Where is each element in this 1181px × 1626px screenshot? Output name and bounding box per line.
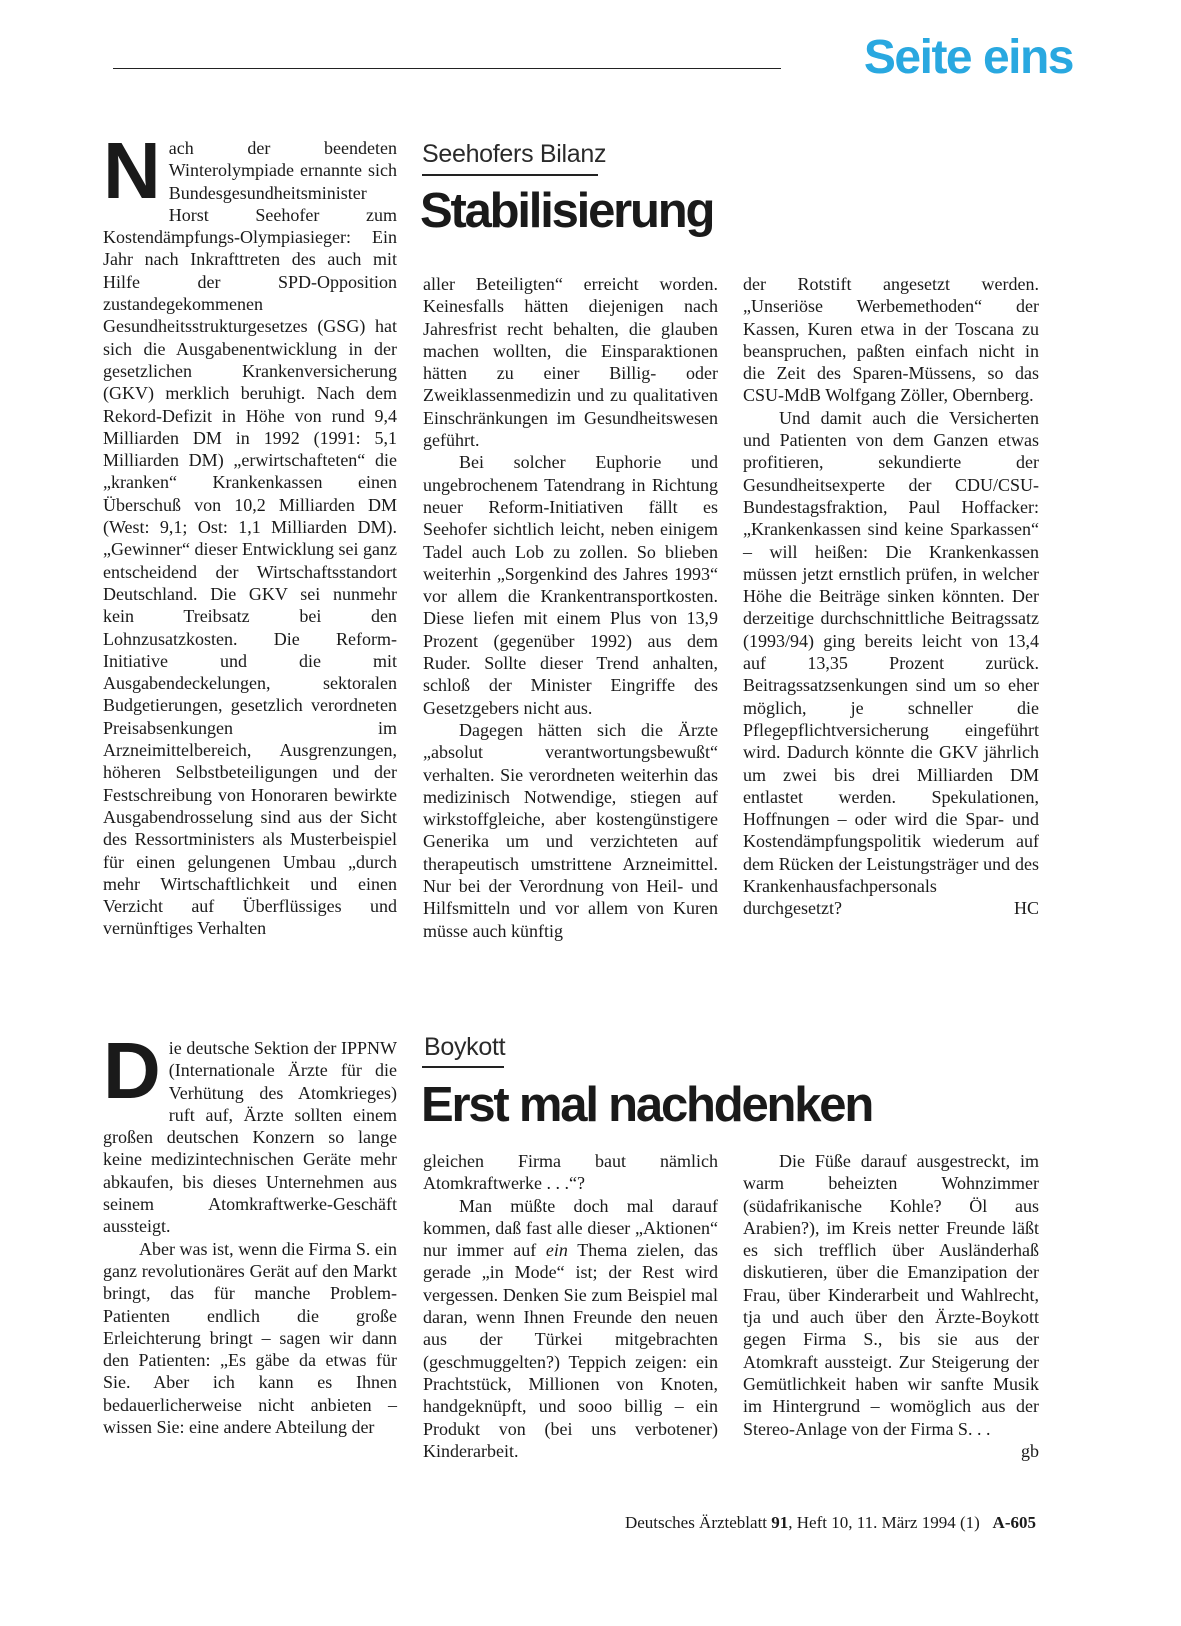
article1-col2-paragraph-3: Dagegen hätten sich die Ärzte „absolut verantwortungsbewußt“ verhalten. Sie verordneten weiterhin das medizinisch Notwendige, stiegen auf wirkstoffgleiche, aber kostengünstigere Generika um und verzichteten auf therapeutisch umstrittene Arzneimittel. Nur bei der Verordnung von Heil- und Hilfsmitteln und vor allem von Kuren müsse auch künftig [423,719,718,941]
article2-kicker: Boykott [424,1033,506,1061]
footer-page-number: A-605 [992,1513,1036,1532]
article1-headline: Stabilisierung [420,184,714,238]
article1-col3-paragraph-1: der Rotstift angesetzt werden. „Unseriöse Werbemethoden“ der Kassen, Kuren etwa in der Toscana zu beanspruchen, paßten einfach nicht in die Zeit des Sparen-Müssens, so das CSU-MdB Wolfgang Zöller, Obernberg. [743,274,1039,406]
article2-col2-text-b: Thema zielen, das gerade „in Mode“ ist; der Rest wird vergessen. Denken Sie zum Beispiel mal daran, wenn Ihnen Freunde den neuen aus der Türkei mitgebrachten (geschmuggelten?) Teppich zeigen: ein Prachtstück, Millionen von Knoten, handgeknüpft, und sooo billig – ein Produkt von (bei uns verbotener) Kinderarbeit. [423,1240,718,1461]
article2-col1-paragraph-1: ie deutsche Sektion der IPPNW (Internationale Ärzte für die Verhütung des Atomkrieges) ruft auf, Ärzte sollten einem großen deutschen Konzern so lange keine medizintechnischen Geräte mehr abkaufen, bis dieses Unternehmen aus seinem Atomkraftwerke-Geschäft aussteigt. [103,1038,397,1237]
article2-col2-paragraph-2 [423,1195,718,1463]
article1-col3-paragraph-2-text: Und damit auch die Versicherten und Patienten von dem Ganzen etwas profitieren, sekundierte der Gesundheitsexperte der CDU/CSU-Bundestagsfraktion, Paul Hoffacker: „Krankenkassen sind keine Sparkassen“ – will heißen: Die Krankenkassen müssen jetzt ernstlich prüfen, in welcher Höhe die Beiträge sinken könnten. Der derzeitige durchschnittliche Beitragssatz (1993/94) ging bereits leicht von 13,4 auf 13,35 Prozent zurück. Beitragssatzsenkungen sind um so eher möglich, je schneller die Pflegepflichtversicherung eingeführt wird. Dadurch könnte die GKV jährlich um zwei bis drei Milliarden DM entlastet werden. Spekulationen, Hoffnungen – oder wird die Spar- und Kostendämpfungspolitik wiederum auf dem Rücken der Leistungsträger und des Krankenhausfachpersonals durchgesetzt? [743,407,1039,919]
top-rule [113,68,781,69]
article1-kicker: Seehofers Bilanz [422,140,607,168]
article2-col2-text-a: Man müßte doch mal darauf kommen, daß fast alle dieser „Aktionen“ nur immer auf [423,1195,718,1261]
article1-col2-paragraph-2: Bei solcher Euphorie und ungebrochenem Tatendrang in Richtung neuer Reform-Initiativen fällt es Seehofer sichtlich leicht, neben einigem Tadel auch Lob zu zollen. So blieben weiterhin „Sorgenkind des Jahres 1993“ vor allem die Krankentransportkosten. Diese liefen mit einem Plus von 13,9 Prozent (gegenüber 1992) aus dem Ruder. Sollte dieser Trend anhalten, schloß der Minister Eingriffe des Gesetzgebers nicht aus. [423,452,718,718]
article1-signature: HC [1013,898,1039,919]
article2-col3-text: Die Füße darauf ausgestreckt, im warm beheizten Wohnzimmer (südafrikanische Kohle? Öl aus Arabien?), im Kreis netter Freunde läßt es sich trefflich über Ausländerhaß diskutieren, über die Emanzipation der Frau, über Kinderarbeit und Wahlrecht, tja und auch über den Ärzte-Boykott gegen Firma S., bis sie aus der Atomkraft aussteigt. Zur Steigerung der Gemütlichkeit haben wir sanfte Musik im Hintergrund – womöglich aus der Stereo-Anlage von der Firma S. . . [743,1151,1039,1439]
article2-column-1 [103,1026,397,1438]
article2-col1-paragraph-2: Aber was ist, wenn die Firma S. ein ganz revolutionäres Gerät auf den Markt bringt, das für manche Problem-Patienten endlich die große Erleichterung bringt – sagen wir dann den Patienten: „Es gäbe da etwas für Sie. Aber ich kann es Ihnen bedauerlicherweise nicht anbieten – wissen Sie: eine andere Abteilung der [103,1238,397,1438]
article2-column-3 [743,1150,1039,1462]
page-footer [625,1513,1036,1533]
article2-dropcap: D [103,1026,161,1115]
article2-headline: Erst mal nachdenken [421,1078,873,1132]
article2-signature: gb [1021,1440,1039,1461]
article1-col2-paragraph-1: aller Beteiligten“ erreicht worden. Keinesfalls hätten diejenigen nach Jahresfrist recht behalten, die glauben machen wollten, die Einsparaktionen hätten zu einer Billig- oder Zweiklassenmedizin und zu qualitativen Einschränkungen im Gesundheitswesen geführt. [423,274,718,451]
article2-kicker-rule [422,1066,504,1068]
article1-dropcap: N [103,126,161,215]
article1-col1-paragraph: ach der beendeten Winterolympiade ernannte sich Bundesgesundheitsminister Horst Seehofer zum Kostendämpfungs-Olympiasieger: Ein Jahr nach Inkrafttreten des auch mit Hilfe der SPD-Opposition zustandegekommenen Gesundheitsstrukturgesetzes (GSG) hat sich die Ausgabenentwicklung in der gesetzlichen Krankenversicherung (GKV) merklich beruhigt. Nach dem Rekord-Defizit in Höhe von rund 9,4 Milliarden DM in 1992 (1991: 5,1 Milliarden DM) „erwirtschafteten“ die „kranken“ Krankenkassen einen Überschuß von 10,2 Milliarden DM (West: 9,1; Ost: 1,1 Milliarden DM). „Gewinner“ dieser Entwicklung sei ganz entscheidend der Wirtschaftsstandort Deutschland. Die GKV sei nunmehr kein Treibsatz bei den Lohnzusatzkosten. Die Reform-Initiative und die mit Ausgabendeckelungen, sektoralen Budgetierungen, gesetzlich verordneten Preisabsenkungen im Arzneimittelbereich, Ausgrenzungen, höheren Selbstbeteiligungen und der Festschreibung von Honoraren bewirkte Ausgabendrosselung sind aus der Sicht des Ressortministers als Musterbeispiel für einen gelungenen Umbau „durch mehr Wirtschaftlichkeit und einen Verzicht auf Überflüssiges und vernünftiges Verhalten [103,138,397,939]
article1-column-2 [423,273,718,942]
footer-journal: Deutsches Ärzteblatt [624,1513,768,1532]
footer-volume: 91 [771,1513,789,1532]
article2-col2-emphasis: ein [545,1240,568,1261]
article2-col2-paragraph-1: gleichen Firma baut nämlich Atomkraftwerke . . .“? [423,1151,718,1194]
section-title: Seite eins [863,31,1073,84]
article2-column-2 [423,1150,718,1462]
article2-col3-paragraph-1 [743,1150,1039,1461]
article1-kicker-rule [422,174,598,176]
article1-column-3 [743,273,1039,920]
article1-col3-paragraph-2 [743,407,1039,920]
footer-issue-info: , Heft 10, 11. März 1994 (1) [788,1513,980,1532]
article1-column-1 [103,126,397,940]
